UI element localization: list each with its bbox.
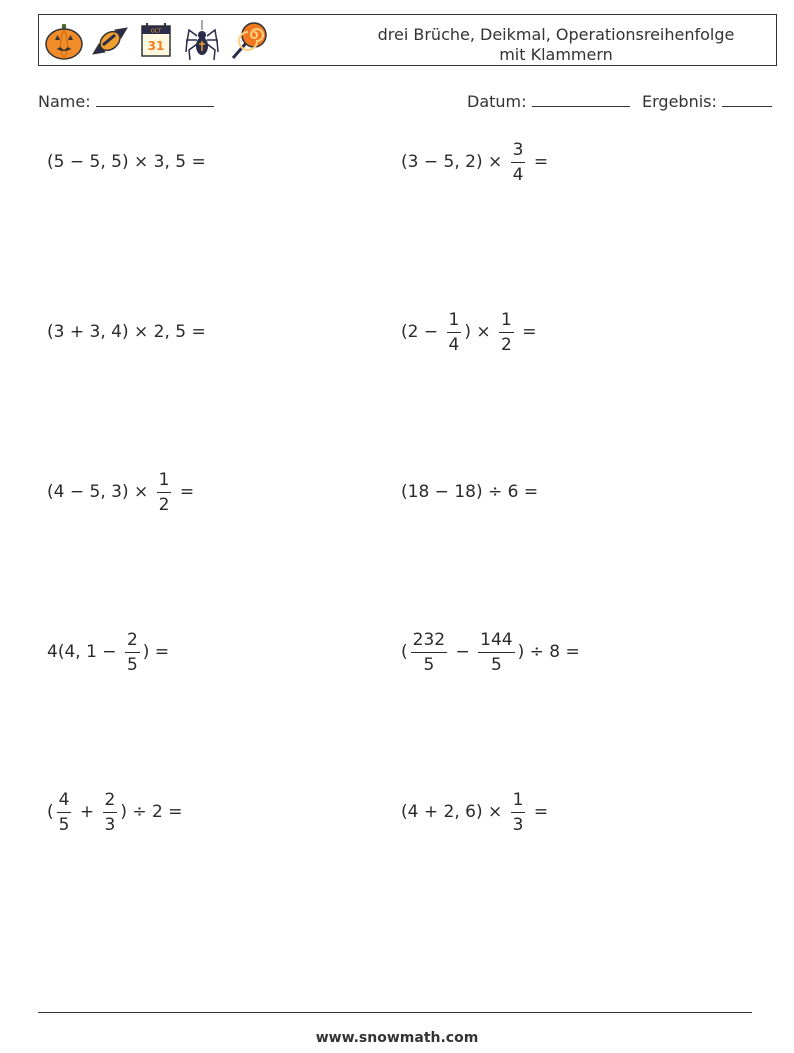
math-problem (401, 462, 538, 522)
expression-text: ) = (142, 642, 170, 662)
expression-text: (4 + 2, 6) × (401, 802, 508, 822)
expression-text: (3 + 3, 4) × 2, 5 = (47, 322, 206, 342)
expression-text: = (174, 482, 195, 502)
expression-text: ) ÷ 8 = (517, 642, 580, 662)
candy-icon (89, 20, 131, 62)
fraction-denominator: 3 (512, 814, 524, 835)
expression-text: 4(4, 1 − (47, 642, 122, 662)
math-problem (47, 462, 194, 522)
fraction-denominator: 5 (490, 654, 502, 675)
fraction-bar (447, 332, 462, 333)
worksheet-title (346, 25, 766, 65)
fraction-numerator: 4 (58, 789, 70, 810)
fraction-numerator: 144 (480, 629, 513, 650)
date-field[interactable] (467, 92, 630, 111)
fraction (157, 470, 172, 515)
svg-text:31: 31 (147, 39, 165, 53)
expression-text: ( (401, 642, 408, 662)
fraction-numerator: 3 (512, 139, 524, 160)
fraction-numerator: 2 (126, 629, 138, 650)
fraction-bar (511, 812, 526, 813)
expression-text: (2 − (401, 322, 444, 342)
math-problem (401, 782, 548, 842)
name-label: Name: (38, 92, 91, 111)
fraction-bar (411, 652, 447, 653)
footer-website: www.snowmath.com (315, 1030, 479, 1046)
fraction-denominator: 5 (423, 654, 435, 675)
math-problem (401, 622, 580, 682)
fraction (499, 310, 514, 355)
title-line-1: drei Brüche, Deikmal, Operationsreihenfolge (377, 25, 735, 44)
fraction-bar (125, 652, 140, 653)
fraction (125, 630, 140, 675)
expression-text: = (528, 802, 549, 822)
spider-icon (181, 20, 223, 62)
fraction (411, 630, 447, 675)
math-problem (47, 132, 206, 192)
expression-text: (5 − 5, 5) × 3, 5 = (47, 152, 206, 172)
fraction (511, 140, 526, 185)
math-problem (47, 622, 169, 682)
expression-text: − (450, 642, 476, 662)
fraction-numerator: 232 (412, 629, 446, 650)
name-field[interactable] (38, 92, 214, 111)
fraction (447, 310, 462, 355)
fraction-bar (157, 492, 172, 493)
expression-text: = (528, 152, 549, 172)
fraction (103, 790, 118, 835)
fraction-denominator: 2 (501, 334, 512, 355)
math-problem (401, 132, 548, 192)
fraction (57, 790, 72, 835)
fraction-denominator: 5 (126, 654, 138, 675)
header-box (38, 14, 777, 66)
expression-text: (3 − 5, 2) × (401, 152, 508, 172)
fraction-numerator: 1 (448, 309, 460, 330)
footer-divider (38, 1012, 752, 1013)
fraction-numerator: 1 (501, 309, 512, 330)
date-label: Datum: (467, 92, 527, 111)
fraction-denominator: 3 (104, 814, 116, 835)
fraction (478, 630, 514, 675)
expression-text: ( (47, 802, 54, 822)
fraction-numerator: 1 (512, 789, 524, 810)
pumpkin-icon (43, 20, 85, 62)
expression-text: ) ÷ 2 = (120, 802, 183, 822)
fraction-numerator: 2 (104, 789, 116, 810)
fraction-denominator: 4 (448, 334, 460, 355)
fraction-bar (57, 812, 72, 813)
fraction-numerator: 1 (158, 469, 170, 490)
expression-text: = (516, 322, 537, 342)
fraction-bar (511, 162, 526, 163)
lollipop-icon (227, 20, 269, 62)
math-problem (47, 782, 183, 842)
fraction-denominator: 4 (512, 164, 524, 185)
fraction-bar (499, 332, 514, 333)
fraction-denominator: 2 (158, 494, 170, 515)
math-problem (47, 302, 206, 362)
result-blank[interactable] (722, 92, 772, 107)
fraction-bar (478, 652, 514, 653)
result-label: Ergebnis: (642, 92, 717, 111)
expression-text: + (74, 802, 100, 822)
fraction (511, 790, 526, 835)
icon-row (43, 20, 269, 62)
calendar-icon (135, 20, 177, 62)
svg-text:OCT: OCT (150, 28, 162, 35)
expression-text: (18 − 18) ÷ 6 = (401, 482, 539, 502)
expression-text: (4 − 5, 3) × (47, 482, 154, 502)
name-blank[interactable] (96, 92, 214, 107)
title-line-2: mit Klammern (499, 45, 613, 64)
date-blank[interactable] (532, 92, 630, 107)
result-field[interactable] (642, 92, 772, 111)
math-problem (401, 302, 537, 362)
fraction-denominator: 5 (58, 814, 70, 835)
fraction-bar (103, 812, 118, 813)
expression-text: ) × (464, 322, 497, 342)
